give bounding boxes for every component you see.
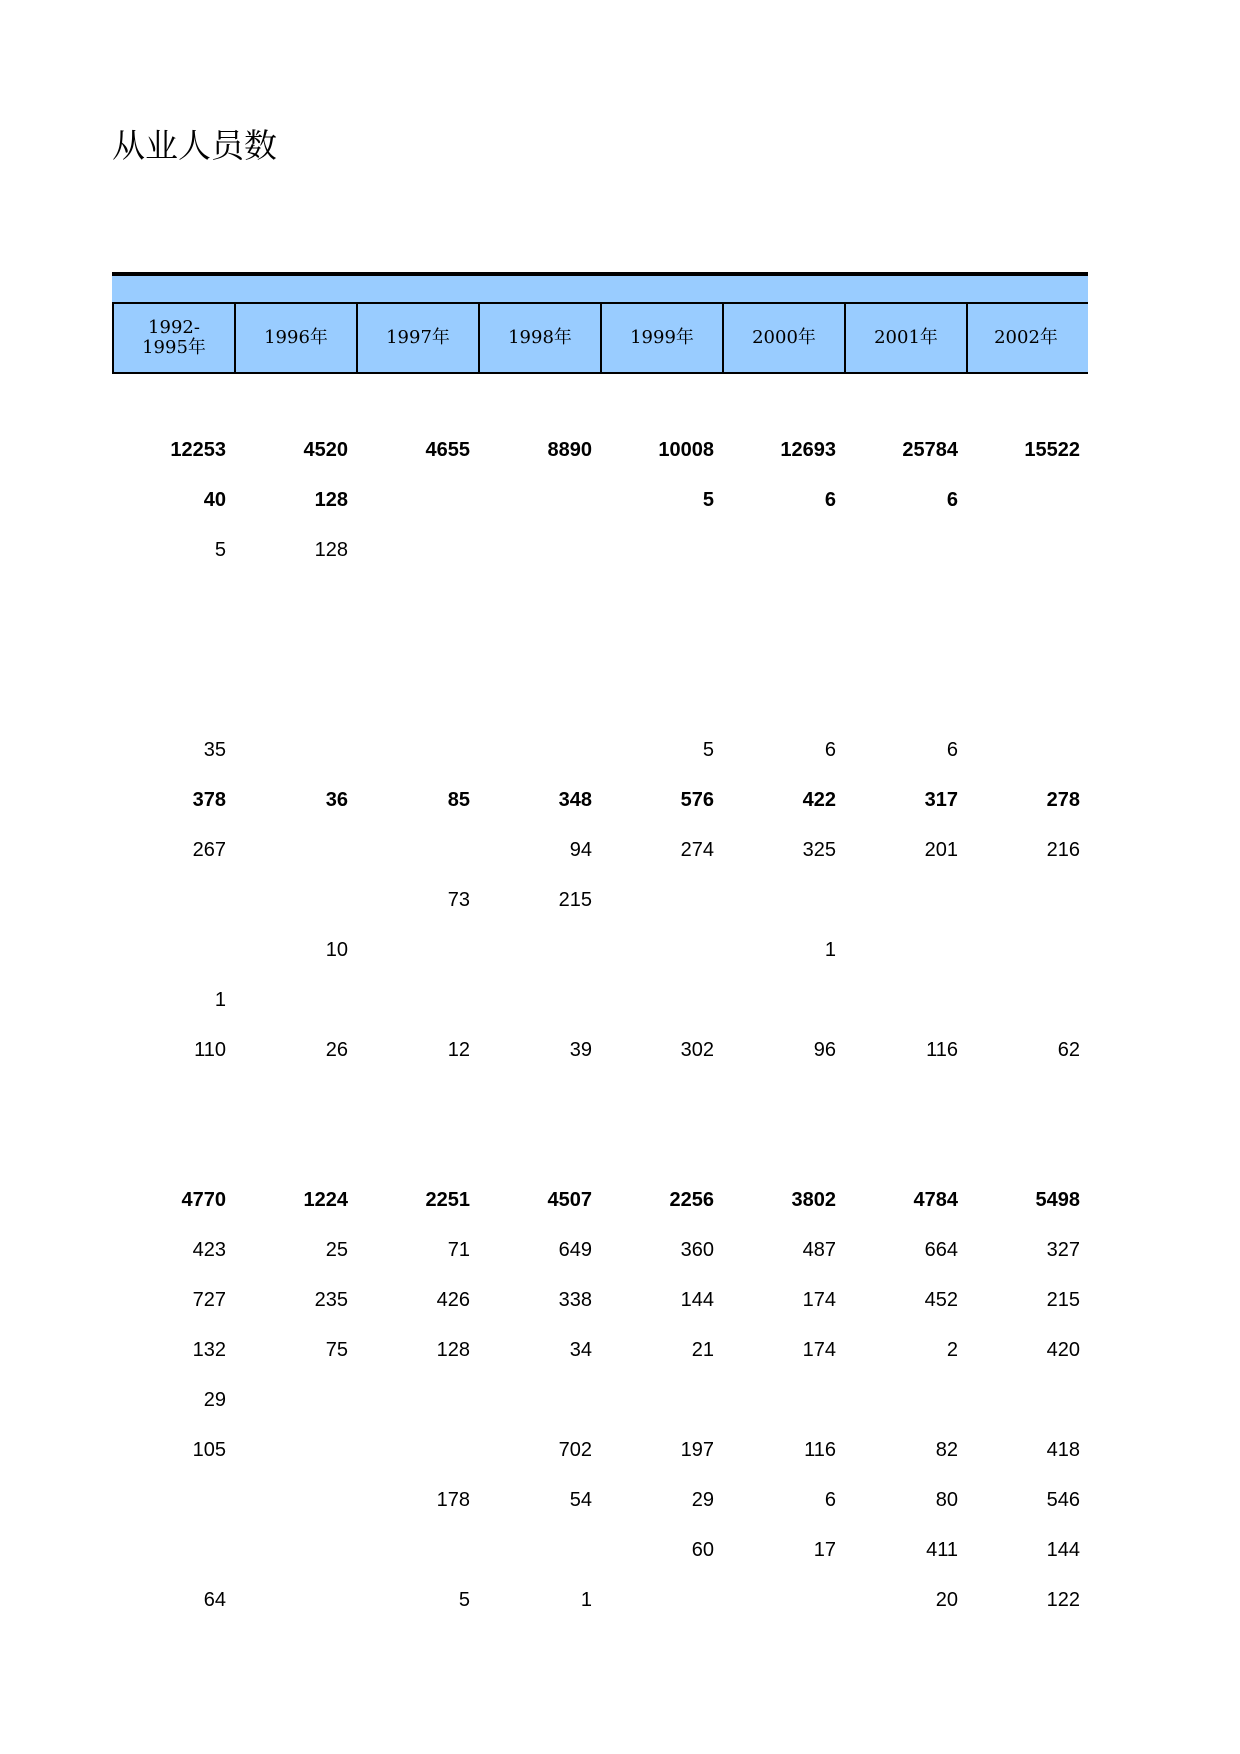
table-cell: 317: [924, 789, 958, 811]
table-cell: [356, 528, 478, 572]
page-title: 从业人员数: [112, 126, 277, 165]
table-cell: 664: [924, 1239, 958, 1261]
column-header: 2002年: [966, 304, 1084, 372]
table-cell: 201: [924, 839, 958, 861]
table-cell: [478, 928, 600, 972]
table-cell: 215: [1046, 1289, 1080, 1311]
table-row: [112, 1228, 1088, 1272]
table-cell: [234, 1578, 356, 1622]
table-cell: 4520: [303, 439, 348, 461]
table-cell: 75: [325, 1339, 348, 1361]
table-cell: [234, 828, 356, 872]
table-cell: 418: [1046, 1439, 1080, 1461]
table-cell: [966, 528, 1084, 572]
column-header: 1997年: [356, 304, 478, 372]
table-cell: 4784: [913, 1189, 958, 1211]
table-cell: 4770: [181, 1189, 226, 1211]
table-row: [112, 828, 1088, 872]
table-cell: 1224: [303, 1189, 348, 1211]
table-cell: 132: [192, 1339, 226, 1361]
table-cell: 94: [569, 839, 592, 861]
table-cell: [112, 878, 234, 922]
table-cell: 116: [926, 1039, 958, 1061]
table-row: [112, 928, 1088, 972]
table-cell: 327: [1046, 1239, 1080, 1261]
table-row: [112, 1528, 1088, 1572]
table-row: [112, 778, 1088, 822]
table-cell: 360: [680, 1239, 714, 1261]
table-cell: 80: [935, 1489, 958, 1511]
column-header: 1998年: [478, 304, 600, 372]
table-cell: 338: [558, 1289, 592, 1311]
table-cell: 17: [813, 1539, 836, 1561]
table-cell: [844, 878, 966, 922]
table-cell: 1: [214, 989, 226, 1011]
table-cell: 110: [194, 1039, 226, 1061]
table-cell: 215: [558, 889, 592, 911]
table-cell: 302: [680, 1039, 714, 1061]
table-cell: 34: [569, 1339, 592, 1361]
table-cell: [112, 1528, 234, 1572]
table-cell: [112, 1478, 234, 1522]
table-cell: 35: [203, 739, 226, 761]
table-cell: 26: [325, 1039, 348, 1061]
table-cell: [966, 728, 1084, 772]
table-cell: [478, 728, 600, 772]
table-cell: 197: [680, 1439, 714, 1461]
table-cell: 411: [926, 1539, 958, 1561]
table-cell: 73: [447, 889, 470, 911]
table-cell: 36: [325, 789, 348, 811]
table-cell: 128: [314, 539, 348, 561]
table-cell: 235: [314, 1289, 348, 1311]
table-cell: [966, 928, 1084, 972]
table-cell: [234, 728, 356, 772]
column-header: 2000年: [722, 304, 844, 372]
table-row: [112, 1278, 1088, 1322]
column-header: 1999年: [600, 304, 722, 372]
table-cell: [966, 978, 1084, 1022]
table-cell: [478, 1528, 600, 1572]
table-cell: 54: [569, 1489, 592, 1511]
table-cell: [234, 1478, 356, 1522]
table-cell: [966, 478, 1084, 522]
table-cell: 278: [1046, 789, 1080, 811]
table-cell: 6: [946, 489, 958, 511]
table-cell: [722, 978, 844, 1022]
table-cell: [234, 878, 356, 922]
table-cell: 6: [824, 739, 836, 761]
header-band: [112, 276, 1088, 302]
table-cell: 2256: [669, 1189, 714, 1211]
table-cell: [722, 878, 844, 922]
table-cell: [234, 1378, 356, 1422]
table-cell: 64: [203, 1589, 226, 1611]
table-cell: [356, 928, 478, 972]
table-cell: 10: [325, 939, 348, 961]
table-row: [112, 1178, 1088, 1222]
table-cell: 452: [924, 1289, 958, 1311]
table-cell: 1: [580, 1589, 592, 1611]
table-cell: 122: [1046, 1589, 1080, 1611]
table-cell: 5: [458, 1589, 470, 1611]
table-cell: 144: [1046, 1539, 1080, 1561]
table-cell: [600, 928, 722, 972]
table-cell: [600, 878, 722, 922]
table-cell: 128: [314, 489, 348, 511]
table-cell: 1: [824, 939, 836, 961]
table-cell: 6: [946, 739, 958, 761]
table-cell: 62: [1057, 1039, 1080, 1061]
table-cell: 5498: [1035, 1189, 1080, 1211]
table-cell: 25: [325, 1239, 348, 1261]
table-row: [112, 1328, 1088, 1372]
table-row: [112, 978, 1088, 1022]
table-cell: 348: [558, 789, 592, 811]
table-row: [112, 878, 1088, 922]
table-cell: 2251: [425, 1189, 470, 1211]
table-cell: 267: [192, 839, 226, 861]
table-cell: 422: [802, 789, 836, 811]
table-cell: 5: [214, 539, 226, 561]
table-cell: [356, 978, 478, 1022]
table-cell: 60: [691, 1539, 714, 1561]
table-cell: 12253: [170, 439, 226, 461]
table-cell: 378: [192, 789, 226, 811]
table-cell: 3802: [791, 1189, 836, 1211]
table-cell: 426: [436, 1289, 470, 1311]
table-cell: 144: [680, 1289, 714, 1311]
table-row: [112, 1028, 1088, 1072]
table-cell: 71: [447, 1239, 470, 1261]
table-cell: 12: [447, 1039, 470, 1061]
table-cell: [356, 828, 478, 872]
table-cell: 25784: [902, 439, 958, 461]
table-cell: [844, 528, 966, 572]
table-row: [112, 1378, 1088, 1422]
table-cell: [356, 1528, 478, 1572]
table-cell: 128: [436, 1339, 470, 1361]
table-cell: 174: [802, 1289, 836, 1311]
table-cell: 39: [569, 1039, 592, 1061]
table-cell: [234, 978, 356, 1022]
table-cell: 96: [813, 1039, 836, 1061]
table-cell: [722, 1578, 844, 1622]
table-cell: 178: [436, 1489, 470, 1511]
table-row: [112, 1578, 1088, 1622]
table-cell: [356, 1428, 478, 1472]
table-cell: [600, 1578, 722, 1622]
table-cell: 29: [203, 1389, 226, 1411]
table-cell: 5: [702, 739, 714, 761]
table-cell: 5: [702, 489, 714, 511]
table-cell: [356, 728, 478, 772]
table-cell: [600, 1378, 722, 1422]
table-row: [112, 428, 1088, 472]
table-header-row: [112, 302, 1088, 374]
table-cell: 325: [802, 839, 836, 861]
table-cell: [844, 1378, 966, 1422]
table-cell: 8890: [547, 439, 592, 461]
table-cell: 6: [824, 1489, 836, 1511]
table-cell: 82: [935, 1439, 958, 1461]
table-cell: [722, 528, 844, 572]
table-cell: [112, 928, 234, 972]
table-cell: 216: [1046, 839, 1080, 861]
table-cell: 727: [192, 1289, 226, 1311]
column-header: 2001年: [844, 304, 966, 372]
table-cell: [844, 928, 966, 972]
table-cell: [478, 978, 600, 1022]
table-cell: 40: [203, 489, 226, 511]
table-cell: 21: [691, 1339, 714, 1361]
table-cell: 6: [824, 489, 836, 511]
table-cell: 174: [802, 1339, 836, 1361]
table-cell: 105: [192, 1439, 226, 1461]
column-header: 1992- 1995年: [112, 304, 234, 372]
table-cell: 274: [680, 839, 714, 861]
table-cell: 649: [558, 1239, 592, 1261]
table-row: [112, 1428, 1088, 1472]
table-cell: 4655: [425, 439, 470, 461]
table-cell: 10008: [658, 439, 714, 461]
table-cell: [478, 478, 600, 522]
table-row: [112, 728, 1088, 772]
table-cell: 20: [935, 1589, 958, 1611]
table-cell: 4507: [547, 1189, 592, 1211]
table-row: [112, 1478, 1088, 1522]
table-cell: 15522: [1024, 439, 1080, 461]
table-row: [112, 478, 1088, 522]
table-cell: 12693: [780, 439, 836, 461]
table-cell: 85: [447, 789, 470, 811]
table-cell: [600, 528, 722, 572]
table-cell: [722, 1378, 844, 1422]
table-cell: [966, 878, 1084, 922]
table-cell: 2: [946, 1339, 958, 1361]
table-cell: 420: [1046, 1339, 1080, 1361]
table-cell: 423: [192, 1239, 226, 1261]
table-cell: [356, 1378, 478, 1422]
table-cell: [478, 528, 600, 572]
table-cell: 702: [558, 1439, 592, 1461]
table-cell: [234, 1528, 356, 1572]
table-cell: 576: [680, 789, 714, 811]
column-header: 1996年: [234, 304, 356, 372]
table-cell: 29: [691, 1489, 714, 1511]
table-cell: [844, 978, 966, 1022]
table-cell: [234, 1428, 356, 1472]
table-cell: 546: [1046, 1489, 1080, 1511]
table-cell: [356, 478, 478, 522]
table-cell: 116: [804, 1439, 836, 1461]
table-cell: 487: [802, 1239, 836, 1261]
table-row: [112, 528, 1088, 572]
table-cell: [966, 1378, 1084, 1422]
table-cell: [600, 978, 722, 1022]
table-cell: [478, 1378, 600, 1422]
